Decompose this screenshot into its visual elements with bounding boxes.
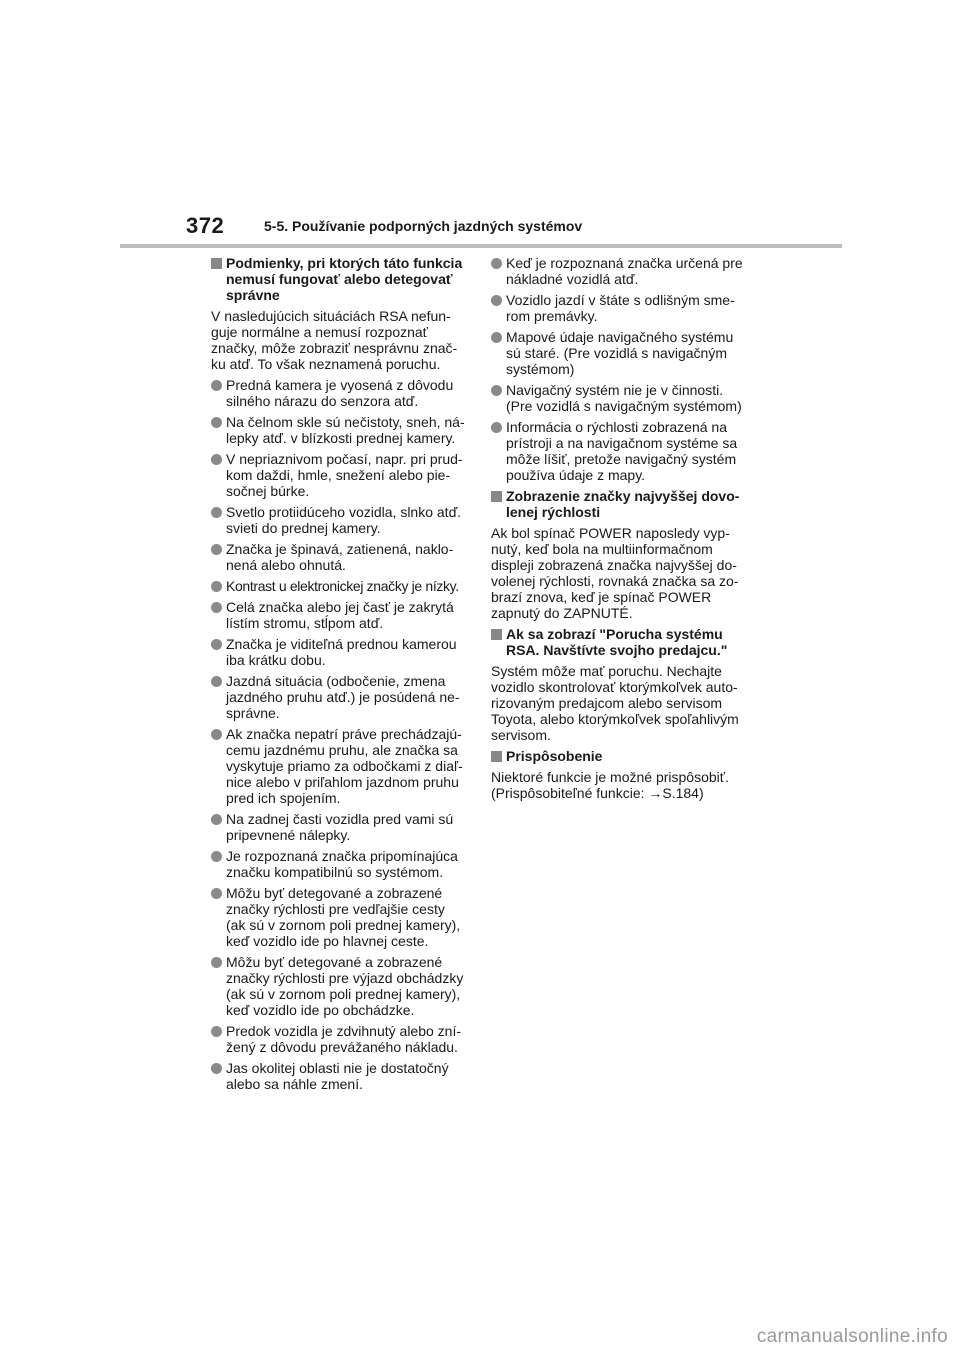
circle-bullet-icon	[211, 888, 222, 899]
page-number: 372	[186, 213, 225, 238]
list-item: Na zadnej časti vozidla pred vami sú pripevnené nálepky.	[211, 811, 469, 843]
circle-bullet-icon	[211, 507, 222, 518]
square-bullet-icon	[211, 258, 222, 269]
list-item: Na čelnom skle sú nečistoty, sneh, ná- lepky atď. v blízkosti prednej kamery.	[211, 414, 469, 446]
paragraph-speed-sign-display: Ak bol spínač POWER naposledy vyp- nutý, keď bola na multiinformačnom displeji zobrazená značka najvyššej do- volenej rýchlosti, rovnaká značka sa zo- brazí znova, keď je spínač POWER zapnutý do ZAPNUTÉ.	[491, 525, 739, 621]
paragraph-rsa-malfunction: Systém môže mať poruchu. Nechajte vozidlo skontrolovať ktorýmkoľvek auto- rizovaným predajcom alebo servisom Toyota, alebo ktorýmkoľvek spoľahlivým servisom.	[491, 663, 739, 743]
list-item: Navigačný systém nie je v činnosti. (Pre vozidlá s navigačným systémom)	[491, 382, 753, 414]
heading-conditions: Podmienky, pri ktorých táto funkcia nemusí fungovať alebo detegovať správne	[211, 255, 469, 303]
header-rule	[120, 244, 842, 248]
section-title: 5-5. Používanie podporných jazdných systémov	[264, 218, 583, 234]
circle-bullet-icon	[211, 1063, 222, 1074]
list-item: V nepriaznivom počasí, napr. pri prud- kom daždi, hmle, snežení alebo pie- sočnej búrke.	[211, 451, 469, 499]
list-item: Mapové údaje navigačného systému sú staré. (Pre vozidlá s navigačným systémom)	[491, 329, 753, 377]
circle-bullet-icon	[211, 814, 222, 825]
square-bullet-icon	[491, 491, 502, 502]
list-item: Je rozpoznaná značka pripomínajúca značku kompatibilnú so systémom.	[211, 848, 469, 880]
circle-bullet-icon	[211, 851, 222, 862]
circle-bullet-icon	[211, 602, 222, 613]
square-bullet-icon	[491, 629, 502, 640]
paragraph-conditions: V nasledujúcich situáciách RSA nefun- guje normálne a nemusí rozpoznať značky, môže zobraziť nesprávnu znač- ku atď. To však neznamená poruchu.	[211, 308, 458, 372]
left-column	[211, 255, 469, 1097]
paragraph-customization: Niektoré funkcie je možné prispôsobiť. (Prispôsobiteľné funkcie: →S.184)	[491, 769, 729, 801]
right-column	[491, 255, 753, 806]
circle-bullet-icon	[211, 1026, 222, 1037]
list-item: Informácia o rýchlosti zobrazená na prístroji a na navigačnom systéme sa môže líšiť, pretože navigačný systém používa údaje z mapy.	[491, 419, 753, 483]
list-item: Celá značka alebo jej časť je zakrytá lístím stromu, stĺpom atď.	[211, 599, 469, 631]
circle-bullet-icon	[491, 258, 502, 269]
square-bullet-icon	[491, 751, 502, 762]
circle-bullet-icon	[211, 581, 222, 592]
list-item: Predná kamera je vyosená z dôvodu silného nárazu do senzora atď.	[211, 377, 469, 409]
circle-bullet-icon	[211, 676, 222, 687]
list-item: Môžu byť detegované a zobrazené značky rýchlosti pre vedľajšie cesty (ak sú v zornom poli prednej kamery), keď vozidlo ide po hlavnej ceste.	[211, 885, 469, 949]
list-item: Jazdná situácia (odbočenie, zmena jazdného pruhu atď.) je posúdená ne- správne.	[211, 673, 469, 721]
circle-bullet-icon	[211, 380, 222, 391]
list-item: Značka je viditeľná prednou kamerou iba krátku dobu.	[211, 636, 469, 668]
circle-bullet-icon	[211, 957, 222, 968]
circle-bullet-icon	[211, 454, 222, 465]
heading-customization: Prispôsobenie	[491, 748, 753, 764]
circle-bullet-icon	[491, 295, 502, 306]
circle-bullet-icon	[491, 422, 502, 433]
list-item: Svetlo protiidúceho vozidla, slnko atď. svieti do prednej kamery.	[211, 504, 469, 536]
heading-rsa-malfunction: Ak sa zobrazí "Porucha systému RSA. Navštívte svojho predajcu."	[491, 626, 753, 658]
list-item: Môžu byť detegované a zobrazené značky rýchlosti pre výjazd obchádzky (ak sú v zornom poli prednej kamery), keď vozidlo ide po obchádzke.	[211, 954, 469, 1018]
list-item: Značka je špinavá, zatienená, naklo- nená alebo ohnutá.	[211, 541, 469, 573]
circle-bullet-icon	[211, 544, 222, 555]
watermark: carmanualsonline.info	[756, 1326, 948, 1347]
circle-bullet-icon	[211, 417, 222, 428]
circle-bullet-icon	[211, 639, 222, 650]
circle-bullet-icon	[211, 729, 222, 740]
list-item: Jas okolitej oblasti nie je dostatočný alebo sa náhle zmení.	[211, 1060, 469, 1092]
heading-speed-sign-display: Zobrazenie značky najvyššej dovo- lenej rýchlosti	[491, 488, 753, 520]
circle-bullet-icon	[491, 332, 502, 343]
circle-bullet-icon	[491, 385, 502, 396]
list-item: Kontrast u elektronickej značky je nízky.	[211, 578, 469, 594]
list-item: Predok vozidla je zdvihnutý alebo zní- žený z dôvodu prevážaného nákladu.	[211, 1023, 469, 1055]
list-item: Ak značka nepatrí práve prechádzajú- cemu jazdnému pruhu, ale značka sa vyskytuje priamo za odbočkami z diaľ- nice alebo v priľahlom jazdnom pruhu pred ich spojením.	[211, 726, 469, 806]
list-item: Vozidlo jazdí v štáte s odlišným sme- rom premávky.	[491, 292, 753, 324]
list-item: Keď je rozpoznaná značka určená pre nákladné vozidlá atď.	[491, 255, 753, 287]
